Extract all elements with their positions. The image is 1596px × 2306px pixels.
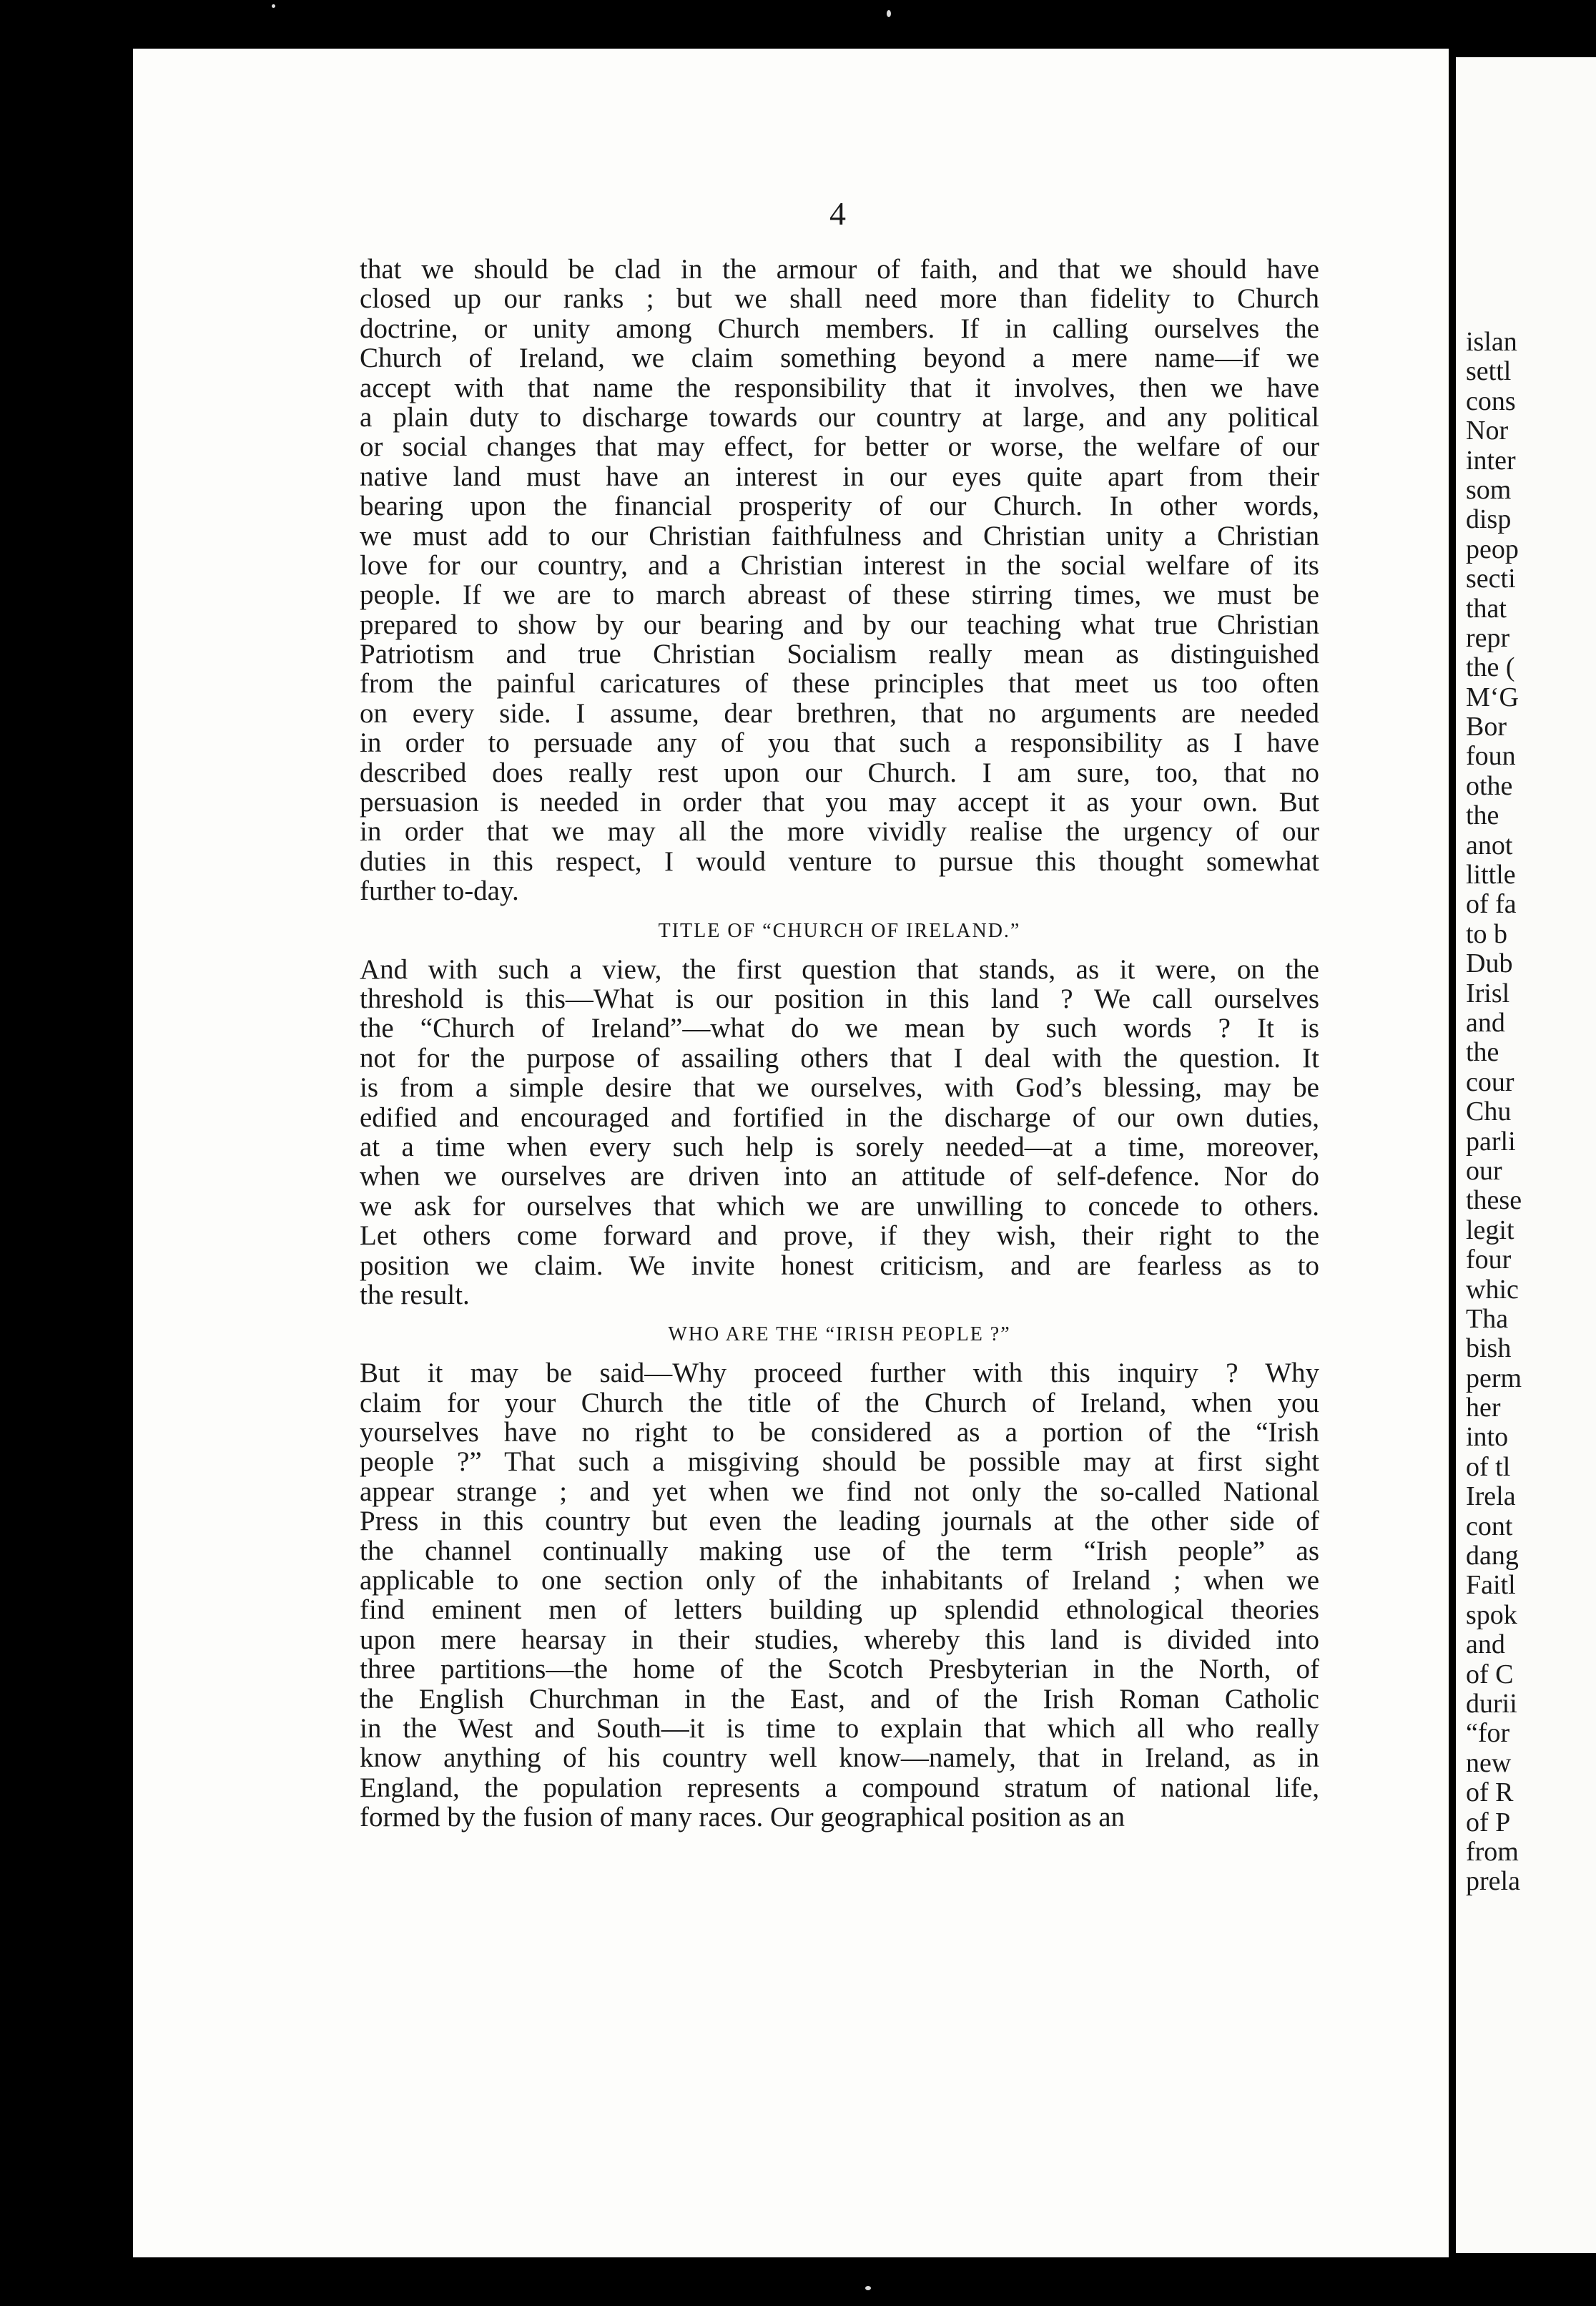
facing-page-fragment: legit <box>1466 1215 1514 1245</box>
facing-page-fragment: Tha <box>1466 1303 1509 1334</box>
text-line: we ask for ourselves that which we are unwilling to concede to others. <box>360 1190 1319 1222</box>
facing-page-fragment: parli <box>1466 1126 1516 1157</box>
scan-speck <box>887 10 891 17</box>
facing-page-fragment: peop <box>1466 534 1519 564</box>
text-line: persuasion is needed in order that you may accept it as your own. But <box>360 787 1319 818</box>
facing-page-fragment: and <box>1466 1629 1505 1660</box>
facing-page-fragment: cour <box>1466 1066 1514 1097</box>
facing-page-fragment: disp <box>1466 504 1512 535</box>
text-line: further to-day. <box>360 875 519 907</box>
facing-page-fragment: cont <box>1466 1511 1513 1541</box>
text-line: yourselves have no right to be considered as a portion of the “Irish <box>360 1417 1319 1448</box>
facing-page-fragment: of P <box>1466 1807 1511 1838</box>
text-line: applicable to one section only of the inhabitants of Ireland ; when we <box>360 1565 1319 1596</box>
facing-page-fragment: othe <box>1466 770 1513 801</box>
text-line: Patriotism and true Christian Socialism really mean as distinguished <box>360 639 1319 670</box>
text-line: in the West and South—it is time to explain that which all who really <box>360 1712 1319 1744</box>
facing-page-fragment: four <box>1466 1245 1512 1275</box>
facing-page-fragment: that <box>1466 593 1507 624</box>
facing-page-fragment: Bor <box>1466 712 1507 742</box>
text-line: England, the population represents a compound stratum of national life, <box>360 1772 1319 1803</box>
facing-page-fragment: bish <box>1466 1333 1512 1364</box>
text-line: Church of Ireland, we claim something beyond a mere name—if we <box>360 343 1319 374</box>
text-line: position we claim. We invite honest criticism, and are fearless as to <box>360 1250 1319 1281</box>
text-line: people. If we are to march abreast of these stirring times, we must be <box>360 579 1319 611</box>
text-line: the result. <box>360 1279 470 1310</box>
facing-page-fragment: from <box>1466 1836 1519 1867</box>
facing-page-fragment: settl <box>1466 356 1512 387</box>
text-line: claim for your Church the title of the Church of Ireland, when you <box>360 1387 1319 1418</box>
paragraph-2 <box>360 955 1319 1310</box>
page-body <box>360 255 1319 1832</box>
text-line: the channel continually making use of the term “Irish people” as <box>360 1535 1319 1566</box>
facing-page-fragment: our <box>1466 1155 1502 1186</box>
text-line: from the painful caricatures of these principles that meet us too often <box>360 668 1319 700</box>
facing-page-fragment: Irela <box>1466 1481 1516 1512</box>
text-line: Press in this country but even the leading journals at the other side of <box>360 1506 1319 1537</box>
facing-page-fragment: anot <box>1466 830 1513 860</box>
scan-speck <box>865 2286 871 2290</box>
paragraph-1 <box>360 255 1319 906</box>
text-line: a plain duty to discharge towards our country at large, and any political <box>360 401 1319 433</box>
facing-page-fragment: Faitl <box>1466 1570 1516 1601</box>
paragraph-3 <box>360 1358 1319 1832</box>
text-line: that we should be clad in the armour of faith, and that we should have <box>360 254 1319 285</box>
facing-page-fragment: new <box>1466 1747 1512 1778</box>
text-line: when we ourselves are driven into an attitude of self-defence. Nor do <box>360 1161 1319 1192</box>
scan-speck <box>272 4 275 8</box>
facing-page-fragment: perm <box>1466 1363 1522 1393</box>
text-line: know anything of his country well know—namely, that in Ireland, as in <box>360 1742 1319 1774</box>
text-line: bearing upon the financial prosperity of our Church. In other words, <box>360 491 1319 522</box>
text-line: is from a simple desire that we ourselves, with God’s blessing, may be <box>360 1072 1319 1104</box>
facing-page-fragment: Dub <box>1466 948 1513 979</box>
text-line: Let others come forward and prove, if they wish, their right to the <box>360 1220 1319 1252</box>
facing-page-fragment: inter <box>1466 445 1516 476</box>
facing-page-fragment: som <box>1466 474 1512 505</box>
text-line: at a time when every such help is sorely needed—at a time, moreover, <box>360 1131 1319 1162</box>
section-heading-irish-people: WHO ARE THE “IRISH PEOPLE ?” <box>668 1323 1011 1346</box>
facing-page-fragment: the <box>1466 800 1499 831</box>
text-line: formed by the fusion of many races. Our geographical position as an <box>360 1802 1125 1833</box>
text-line: three partitions—the home of the Scotch Presbyterian in the North, of <box>360 1654 1319 1685</box>
facing-page-fragment: M‘G <box>1466 682 1519 712</box>
facing-page-fragment: the ( <box>1466 652 1515 683</box>
text-line: threshold is this—What is our position in this land ? We call ourselves <box>360 983 1319 1014</box>
facing-page-text <box>1466 328 1522 1897</box>
text-line: find eminent men of letters building up splendid ethnological theories <box>360 1594 1319 1626</box>
page-number: 4 <box>829 195 846 232</box>
text-line: edified and encouraged and fortified in the discharge of our own duties, <box>360 1102 1319 1133</box>
facing-page-fragment: “for <box>1466 1718 1510 1749</box>
facing-page-fragment: the <box>1466 1037 1499 1068</box>
facing-page-fragment: dang <box>1466 1541 1519 1571</box>
facing-page-fragment: Chu <box>1466 1096 1512 1127</box>
text-line: in order that we may all the more vividly realise the urgency of our <box>360 816 1319 848</box>
text-line: people ?” That such a misgiving should be possible may at first sight <box>360 1446 1319 1478</box>
facing-page-fragment: durii <box>1466 1688 1517 1719</box>
facing-page-fragment: little <box>1466 860 1516 890</box>
facing-page-fragment: of fa <box>1466 889 1517 920</box>
text-line: And with such a view, the first question that stands, as it were, on the <box>360 953 1319 985</box>
text-line: appear strange ; and yet when we find not only the so-called National <box>360 1476 1319 1507</box>
section-heading-title: TITLE OF “CHURCH OF IRELAND.” <box>658 919 1021 942</box>
facing-page-fragment: Irisl <box>1466 978 1510 1009</box>
facing-page-fragment: spok <box>1466 1599 1517 1630</box>
text-line: native land must have an interest in our eyes quite apart from their <box>360 461 1319 492</box>
facing-page-fragment: into <box>1466 1422 1509 1453</box>
facing-page-fragment: these <box>1466 1185 1522 1216</box>
text-line: love for our country, and a Christian interest in the social welfare of its <box>360 549 1319 581</box>
facing-page-fragment: of C <box>1466 1659 1514 1689</box>
text-line: we must add to our Christian faithfulness and Christian unity a Christian <box>360 520 1319 551</box>
facing-page-fragment: islan <box>1466 327 1517 357</box>
facing-page-fragment: prela <box>1466 1866 1520 1897</box>
text-line: doctrine, or unity among Church members. If in calling ourselves the <box>360 313 1319 344</box>
text-line: not for the purpose of assailing others that I deal with the question. It <box>360 1042 1319 1074</box>
facing-page-fragment: cons <box>1466 386 1516 416</box>
text-line: accept with that name the responsibility that it involves, then we have <box>360 372 1319 403</box>
facing-page-fragment: to b <box>1466 918 1508 949</box>
text-line: described does really rest upon our Church. I am sure, too, that no <box>360 757 1319 788</box>
facing-page-fragment: and <box>1466 1007 1505 1038</box>
facing-page-fragment: her <box>1466 1393 1501 1423</box>
facing-page-fragment: secti <box>1466 564 1516 594</box>
facing-page-fragment: Nor <box>1466 416 1509 446</box>
text-line: But it may be said—Why proceed further with this inquiry ? Why <box>360 1358 1319 1389</box>
text-line: duties in this respect, I would venture to pursue this thought somewhat <box>360 845 1319 877</box>
text-line: in order to persuade any of you that such a responsibility as I have <box>360 727 1319 759</box>
facing-page-fragment: of R <box>1466 1777 1514 1808</box>
facing-page-fragment: whic <box>1466 1274 1519 1305</box>
facing-page-fragment: repr <box>1466 622 1510 653</box>
text-line: prepared to show by our bearing and by our teaching what true Christian <box>360 609 1319 640</box>
facing-page-fragment: of tl <box>1466 1451 1511 1482</box>
text-line: the “Church of Ireland”—what do we mean by such words ? It is <box>360 1013 1319 1044</box>
text-line: or social changes that may effect, for better or worse, the welfare of our <box>360 431 1319 463</box>
text-line: the English Churchman in the East, and of the Irish Roman Catholic <box>360 1683 1319 1714</box>
facing-page <box>1456 57 1596 2253</box>
text-line: closed up our ranks ; but we shall need more than fidelity to Church <box>360 283 1319 315</box>
text-line: on every side. I assume, dear brethren, that no arguments are needed <box>360 697 1319 729</box>
text-line: upon mere hearsay in their studies, whereby this land is divided into <box>360 1624 1319 1655</box>
facing-page-fragment: foun <box>1466 741 1516 772</box>
